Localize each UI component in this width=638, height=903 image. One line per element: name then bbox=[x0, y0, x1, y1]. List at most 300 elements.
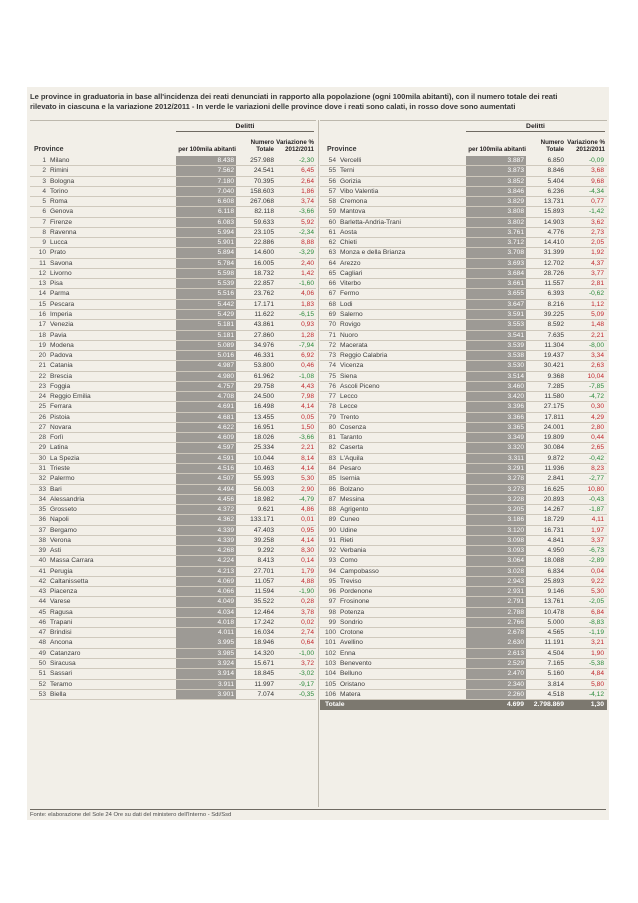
total-cell: 16.005 bbox=[253, 259, 274, 267]
table-row bbox=[30, 156, 316, 166]
variation-cell: 3,62 bbox=[591, 218, 604, 226]
table-row bbox=[30, 659, 316, 669]
total-cell: 7.635 bbox=[547, 331, 564, 339]
total-cell: 31.399 bbox=[543, 249, 564, 257]
table-row bbox=[30, 341, 316, 351]
rate-cell: 4.980 bbox=[176, 372, 236, 381]
table-row bbox=[30, 207, 316, 217]
totals-variation: 1,30 bbox=[590, 701, 604, 709]
rate-cell: 2.678 bbox=[466, 628, 526, 637]
total-cell: 6.236 bbox=[547, 187, 564, 195]
rank-cell: 62 bbox=[328, 239, 336, 247]
total-cell: 22.886 bbox=[253, 239, 274, 247]
rate-cell: 4.597 bbox=[176, 443, 236, 452]
rate-cell: 3.914 bbox=[176, 669, 236, 678]
rate-cell: 4.609 bbox=[176, 433, 236, 442]
total-cell: 34.976 bbox=[253, 341, 274, 349]
rate-cell: 3.887 bbox=[466, 156, 526, 165]
rank-cell: 45 bbox=[38, 608, 46, 616]
variation-cell: -0,35 bbox=[298, 690, 314, 698]
province-name: Imperia bbox=[50, 310, 72, 318]
variation-cell: 8,88 bbox=[301, 239, 314, 247]
left-table-header bbox=[30, 120, 316, 156]
total-cell: 43.861 bbox=[253, 321, 274, 329]
rank-cell: 72 bbox=[328, 341, 336, 349]
rate-cell: 5.784 bbox=[176, 259, 236, 268]
rate-cell: 3.365 bbox=[466, 423, 526, 432]
variation-cell: 10,04 bbox=[587, 372, 604, 380]
table-row bbox=[30, 515, 316, 525]
province-name: Taranto bbox=[340, 434, 362, 442]
province-name: Brescia bbox=[50, 372, 72, 380]
rank-cell: 8 bbox=[42, 228, 46, 236]
variation-cell: 2,80 bbox=[591, 423, 604, 431]
variation-cell: 3,37 bbox=[591, 536, 604, 544]
variation-cell: 6,92 bbox=[301, 352, 314, 360]
province-name: Cosenza bbox=[340, 423, 367, 431]
variation-cell: 2,63 bbox=[591, 362, 604, 370]
variation-cell: 4,14 bbox=[301, 464, 314, 472]
total-cell: 2.841 bbox=[547, 475, 564, 483]
variation-cell: -6,15 bbox=[298, 310, 314, 318]
rank-cell: 65 bbox=[328, 269, 336, 277]
rate-cell: 3.591 bbox=[466, 310, 526, 319]
rank-cell: 102 bbox=[324, 649, 336, 657]
variation-cell: 8,30 bbox=[301, 547, 314, 555]
rank-cell: 15 bbox=[38, 300, 46, 308]
table-row bbox=[30, 331, 316, 341]
total-cell: 8.846 bbox=[547, 167, 564, 175]
variation-cell: -3,02 bbox=[298, 670, 314, 678]
rank-cell: 70 bbox=[328, 321, 336, 329]
rank-cell: 57 bbox=[328, 187, 336, 195]
variation-cell: 0,02 bbox=[301, 618, 314, 626]
total-cell: 9.621 bbox=[257, 506, 274, 514]
rate-cell: 2.788 bbox=[466, 608, 526, 617]
table-row bbox=[320, 515, 607, 525]
province-name: Caserta bbox=[340, 444, 364, 452]
province-name: Ferrara bbox=[50, 403, 72, 411]
table-row bbox=[320, 238, 607, 248]
variation-cell: 0,05 bbox=[301, 413, 314, 421]
total-cell: 30.084 bbox=[543, 444, 564, 452]
total-cell: 61.962 bbox=[253, 372, 274, 380]
total-cell: 16.731 bbox=[543, 526, 564, 534]
total-cell: 18.946 bbox=[253, 639, 274, 647]
rate-cell: 4.591 bbox=[176, 454, 236, 463]
province-name: Reggio Calabria bbox=[340, 352, 388, 360]
total-cell: 16.034 bbox=[253, 629, 274, 637]
total-cell: 5.000 bbox=[547, 618, 564, 626]
variation-cell: 9,22 bbox=[591, 577, 604, 585]
total-cell: 158.603 bbox=[250, 187, 274, 195]
province-name: Parma bbox=[50, 290, 70, 298]
total-cell: 10.478 bbox=[543, 608, 564, 616]
table-row bbox=[30, 618, 316, 628]
province-name: Vibo Valentia bbox=[340, 187, 379, 195]
table-row bbox=[320, 690, 607, 700]
total-cell: 15.893 bbox=[543, 208, 564, 216]
rank-cell: 63 bbox=[328, 249, 336, 257]
table-row bbox=[320, 392, 607, 402]
left-table bbox=[30, 120, 316, 700]
variation-cell: -3,66 bbox=[298, 208, 314, 216]
title-line-2: rilevato in ciascuna e la variazione 2012/2011 - In verde le variazioni delle province dove i reati sono calati, in rosso dove sono aumentati bbox=[30, 102, 516, 111]
rate-cell: 4.034 bbox=[176, 608, 236, 617]
province-name: Siena bbox=[340, 372, 357, 380]
province-name: Crotone bbox=[340, 629, 364, 637]
rate-cell: 3.396 bbox=[466, 402, 526, 411]
variation-cell: 3,72 bbox=[301, 660, 314, 668]
variation-cell: 2,81 bbox=[591, 280, 604, 288]
rate-cell: 4.339 bbox=[176, 536, 236, 545]
rank-cell: 92 bbox=[328, 547, 336, 555]
province-name: Ascoli Piceno bbox=[340, 382, 380, 390]
table-row bbox=[30, 536, 316, 546]
rate-cell: 4.372 bbox=[176, 505, 236, 514]
table-row bbox=[30, 546, 316, 556]
total-cell: 15.671 bbox=[253, 660, 274, 668]
variation-cell: -3,66 bbox=[298, 434, 314, 442]
rank-cell: 42 bbox=[38, 577, 46, 585]
province-name: Venezia bbox=[50, 321, 74, 329]
total-cell: 55.993 bbox=[253, 475, 274, 483]
province-name: Agrigento bbox=[340, 506, 369, 514]
variation-cell: 0,30 bbox=[591, 403, 604, 411]
rank-cell: 100 bbox=[324, 629, 336, 637]
variation-cell: 6,45 bbox=[301, 167, 314, 175]
rank-cell: 86 bbox=[328, 485, 336, 493]
table-row bbox=[320, 156, 607, 166]
variation-cell: 8,14 bbox=[301, 454, 314, 462]
variation-cell: -1,08 bbox=[298, 372, 314, 380]
total-cell: 19.809 bbox=[543, 434, 564, 442]
province-name: Arezzo bbox=[340, 259, 361, 267]
rate-cell: 4.507 bbox=[176, 474, 236, 483]
totals-row bbox=[320, 700, 607, 710]
header-rate: per 100mila abitanti bbox=[178, 146, 236, 153]
province-name: La Spezia bbox=[50, 454, 80, 462]
variation-cell: 0,77 bbox=[591, 198, 604, 206]
province-name: Savona bbox=[50, 259, 73, 267]
province-name: Terni bbox=[340, 167, 355, 175]
rank-cell: 32 bbox=[38, 475, 46, 483]
table-row bbox=[320, 279, 607, 289]
table-row bbox=[320, 320, 607, 330]
total-cell: 19.437 bbox=[543, 352, 564, 360]
province-name: Sassari bbox=[50, 670, 72, 678]
rank-cell: 38 bbox=[38, 536, 46, 544]
rank-cell: 4 bbox=[42, 187, 46, 195]
total-cell: 27.175 bbox=[543, 403, 564, 411]
variation-cell: -6,73 bbox=[588, 547, 604, 555]
table-row bbox=[30, 218, 316, 228]
rank-cell: 95 bbox=[328, 577, 336, 585]
variation-cell: -9,17 bbox=[298, 680, 314, 688]
province-name: Siracusa bbox=[50, 660, 76, 668]
table-row bbox=[320, 587, 607, 597]
table-row bbox=[30, 485, 316, 495]
province-name: Piacenza bbox=[50, 588, 78, 596]
rate-cell: 7.040 bbox=[176, 187, 236, 196]
rank-cell: 94 bbox=[328, 567, 336, 575]
variation-cell: -4,79 bbox=[298, 495, 314, 503]
province-name: Catanzaro bbox=[50, 649, 81, 657]
total-cell: 23.105 bbox=[253, 228, 274, 236]
table-row bbox=[320, 556, 607, 566]
rank-cell: 37 bbox=[38, 526, 46, 534]
variation-cell: -0,42 bbox=[588, 454, 604, 462]
rate-cell: 3.661 bbox=[466, 279, 526, 288]
rank-cell: 103 bbox=[324, 660, 336, 668]
variation-cell: 4,88 bbox=[301, 577, 314, 585]
province-name: Rieti bbox=[340, 536, 354, 544]
total-cell: 5.160 bbox=[547, 670, 564, 678]
table-row bbox=[320, 228, 607, 238]
table-row bbox=[30, 248, 316, 258]
variation-cell: 0,28 bbox=[301, 598, 314, 606]
rank-cell: 20 bbox=[38, 352, 46, 360]
rank-cell: 34 bbox=[38, 495, 46, 503]
rate-cell: 8.438 bbox=[176, 156, 236, 165]
table-row bbox=[30, 361, 316, 371]
rate-cell: 3.541 bbox=[466, 331, 526, 340]
left-table-body bbox=[30, 156, 316, 700]
province-name: Enna bbox=[340, 649, 356, 657]
total-cell: 7.074 bbox=[257, 690, 274, 698]
rank-cell: 71 bbox=[328, 331, 336, 339]
rank-cell: 6 bbox=[42, 208, 46, 216]
province-name: Bergamo bbox=[50, 526, 77, 534]
variation-cell: 5,30 bbox=[591, 588, 604, 596]
total-cell: 11.304 bbox=[544, 341, 564, 349]
rank-cell: 35 bbox=[38, 506, 46, 514]
table-row bbox=[30, 464, 316, 474]
variation-cell: 2,40 bbox=[301, 259, 314, 267]
province-name: Ragusa bbox=[50, 608, 73, 616]
rank-cell: 105 bbox=[324, 680, 336, 688]
variation-cell: -5,38 bbox=[588, 660, 604, 668]
total-cell: 25.334 bbox=[253, 444, 274, 452]
rate-cell: 2.630 bbox=[466, 638, 526, 647]
province-name: Forlì bbox=[50, 434, 64, 442]
variation-cell: 10,80 bbox=[587, 485, 604, 493]
table-row bbox=[320, 577, 607, 587]
source-note: Fonte: elaborazione del Sole 24 Ore su dati del ministero dell'Interno - Sdi/Ssd bbox=[30, 809, 606, 818]
province-name: Oristano bbox=[340, 680, 365, 688]
rate-cell: 3.205 bbox=[466, 505, 526, 514]
total-cell: 4.518 bbox=[547, 690, 564, 698]
variation-cell: -1,19 bbox=[588, 629, 604, 637]
province-name: Lucca bbox=[50, 239, 68, 247]
table-row bbox=[320, 248, 607, 258]
rate-cell: 2.943 bbox=[466, 577, 526, 586]
total-cell: 47.403 bbox=[253, 526, 274, 534]
variation-cell: -2,89 bbox=[588, 557, 604, 565]
province-name: Vercelli bbox=[340, 157, 362, 164]
rate-cell: 3.712 bbox=[466, 238, 526, 247]
rate-cell: 6.118 bbox=[176, 207, 236, 216]
variation-cell: 1,79 bbox=[301, 567, 314, 575]
rate-cell: 3.539 bbox=[466, 341, 526, 350]
rate-cell: 5.994 bbox=[176, 228, 236, 237]
rate-cell: 4.011 bbox=[176, 628, 236, 637]
variation-cell: 2,74 bbox=[301, 629, 314, 637]
province-name: Treviso bbox=[340, 577, 362, 585]
total-cell: 4.565 bbox=[547, 629, 564, 637]
rank-cell: 33 bbox=[38, 485, 46, 493]
total-cell: 22.857 bbox=[253, 280, 274, 288]
rank-cell: 3 bbox=[42, 177, 46, 185]
province-name: Novara bbox=[50, 423, 72, 431]
total-cell: 133.171 bbox=[250, 516, 274, 524]
rate-cell: 4.987 bbox=[176, 361, 236, 370]
variation-cell: 6,84 bbox=[591, 608, 604, 616]
column-divider bbox=[318, 120, 319, 807]
header-province: Province bbox=[34, 146, 64, 153]
province-name: Trieste bbox=[50, 464, 70, 472]
rank-cell: 9 bbox=[42, 239, 46, 247]
rank-cell: 101 bbox=[324, 639, 336, 647]
variation-cell: 1,83 bbox=[301, 300, 314, 308]
table-row bbox=[30, 474, 316, 484]
rank-cell: 79 bbox=[328, 413, 336, 421]
total-cell: 17.242 bbox=[253, 618, 274, 626]
rate-cell: 3.460 bbox=[466, 382, 526, 391]
total-cell: 8.592 bbox=[547, 321, 564, 329]
rank-cell: 19 bbox=[38, 341, 46, 349]
total-cell: 16.498 bbox=[253, 403, 274, 411]
variation-cell: 2,73 bbox=[591, 228, 604, 236]
rate-cell: 5.539 bbox=[176, 279, 236, 288]
variation-cell: 2,21 bbox=[301, 444, 314, 452]
province-name: Pescara bbox=[50, 300, 75, 308]
rate-cell: 2.260 bbox=[466, 690, 526, 699]
total-cell: 11.622 bbox=[254, 310, 274, 318]
rank-cell: 23 bbox=[38, 382, 46, 390]
rate-cell: 3.064 bbox=[466, 556, 526, 565]
table-row bbox=[30, 382, 316, 392]
rate-cell: 3.530 bbox=[466, 361, 526, 370]
province-name: Palermo bbox=[50, 475, 75, 483]
rank-cell: 18 bbox=[38, 331, 46, 339]
total-cell: 35.522 bbox=[253, 598, 274, 606]
rate-cell: 3.278 bbox=[466, 474, 526, 483]
rate-cell: 4.224 bbox=[176, 556, 236, 565]
table-row bbox=[320, 187, 607, 197]
variation-cell: 7,98 bbox=[301, 393, 314, 401]
table-row bbox=[30, 495, 316, 505]
total-cell: 46.331 bbox=[253, 352, 274, 360]
variation-cell: -8,00 bbox=[588, 341, 604, 349]
total-cell: 18.732 bbox=[253, 269, 274, 277]
total-cell: 11.997 bbox=[254, 680, 274, 688]
province-name: Massa Carrara bbox=[50, 557, 94, 565]
province-name: Padova bbox=[50, 352, 73, 360]
province-name: Lecco bbox=[340, 393, 358, 401]
total-cell: 23.762 bbox=[253, 290, 274, 298]
total-cell: 25.893 bbox=[543, 577, 564, 585]
rank-cell: 39 bbox=[38, 547, 46, 555]
total-cell: 14.410 bbox=[543, 239, 564, 247]
table-row bbox=[30, 166, 316, 176]
province-name: Viterbo bbox=[340, 280, 361, 288]
variation-cell: 0,64 bbox=[301, 639, 314, 647]
total-cell: 18.982 bbox=[253, 495, 274, 503]
province-name: Firenze bbox=[50, 218, 72, 226]
rate-cell: 3.829 bbox=[466, 197, 526, 206]
total-cell: 20.893 bbox=[543, 495, 564, 503]
rate-cell: 3.911 bbox=[176, 680, 236, 689]
province-name: Monza e della Brianza bbox=[340, 249, 406, 257]
rate-cell: 5.429 bbox=[176, 310, 236, 319]
rank-cell: 13 bbox=[38, 280, 46, 288]
table-row bbox=[320, 597, 607, 607]
variation-cell: 5,30 bbox=[301, 475, 314, 483]
total-cell: 53.800 bbox=[253, 362, 274, 370]
rate-cell: 3.647 bbox=[466, 300, 526, 309]
table-row bbox=[30, 187, 316, 197]
table-row bbox=[30, 228, 316, 238]
variation-cell: -4,72 bbox=[588, 393, 604, 401]
province-name: Lecce bbox=[340, 403, 358, 411]
table-row bbox=[320, 351, 607, 361]
rank-cell: 1 bbox=[42, 157, 46, 164]
variation-cell: 2,21 bbox=[591, 331, 604, 339]
table-row bbox=[320, 659, 607, 669]
total-cell: 6.850 bbox=[547, 157, 564, 164]
rate-cell: 2.766 bbox=[466, 618, 526, 627]
total-cell: 5.404 bbox=[547, 177, 564, 185]
table-row bbox=[320, 618, 607, 628]
rank-cell: 84 bbox=[328, 464, 336, 472]
province-name: Lodi bbox=[340, 300, 353, 308]
rate-cell: 5.181 bbox=[176, 320, 236, 329]
table-row bbox=[320, 177, 607, 187]
table-row bbox=[320, 207, 607, 217]
province-name: Foggia bbox=[50, 382, 71, 390]
table-row bbox=[320, 300, 607, 310]
variation-cell: 1,28 bbox=[301, 331, 314, 339]
variation-cell: -2,34 bbox=[298, 228, 314, 236]
province-name: Frosinone bbox=[340, 598, 370, 606]
rank-cell: 91 bbox=[328, 536, 336, 544]
total-cell: 8.216 bbox=[547, 300, 564, 308]
rank-cell: 25 bbox=[38, 403, 46, 411]
table-row bbox=[30, 300, 316, 310]
province-name: Sondrio bbox=[340, 618, 363, 626]
rank-cell: 50 bbox=[38, 660, 46, 668]
rate-cell: 3.366 bbox=[466, 413, 526, 422]
province-name: Trapani bbox=[50, 618, 73, 626]
rank-cell: 61 bbox=[328, 228, 336, 236]
table-row bbox=[320, 536, 607, 546]
province-name: Benevento bbox=[340, 660, 372, 668]
rank-cell: 27 bbox=[38, 423, 46, 431]
variation-cell: 0,14 bbox=[301, 557, 314, 565]
variation-cell: 0,44 bbox=[591, 434, 604, 442]
table-title bbox=[30, 92, 608, 112]
table-row bbox=[320, 474, 607, 484]
province-name: L'Aquila bbox=[340, 454, 364, 462]
rate-cell: 2.931 bbox=[466, 587, 526, 596]
rate-cell: 4.456 bbox=[176, 495, 236, 504]
total-cell: 13.761 bbox=[543, 598, 564, 606]
rank-cell: 60 bbox=[328, 218, 336, 226]
province-name: Cagliari bbox=[340, 269, 363, 277]
table-row bbox=[30, 443, 316, 453]
totals-rate: 4.699 bbox=[506, 701, 524, 709]
